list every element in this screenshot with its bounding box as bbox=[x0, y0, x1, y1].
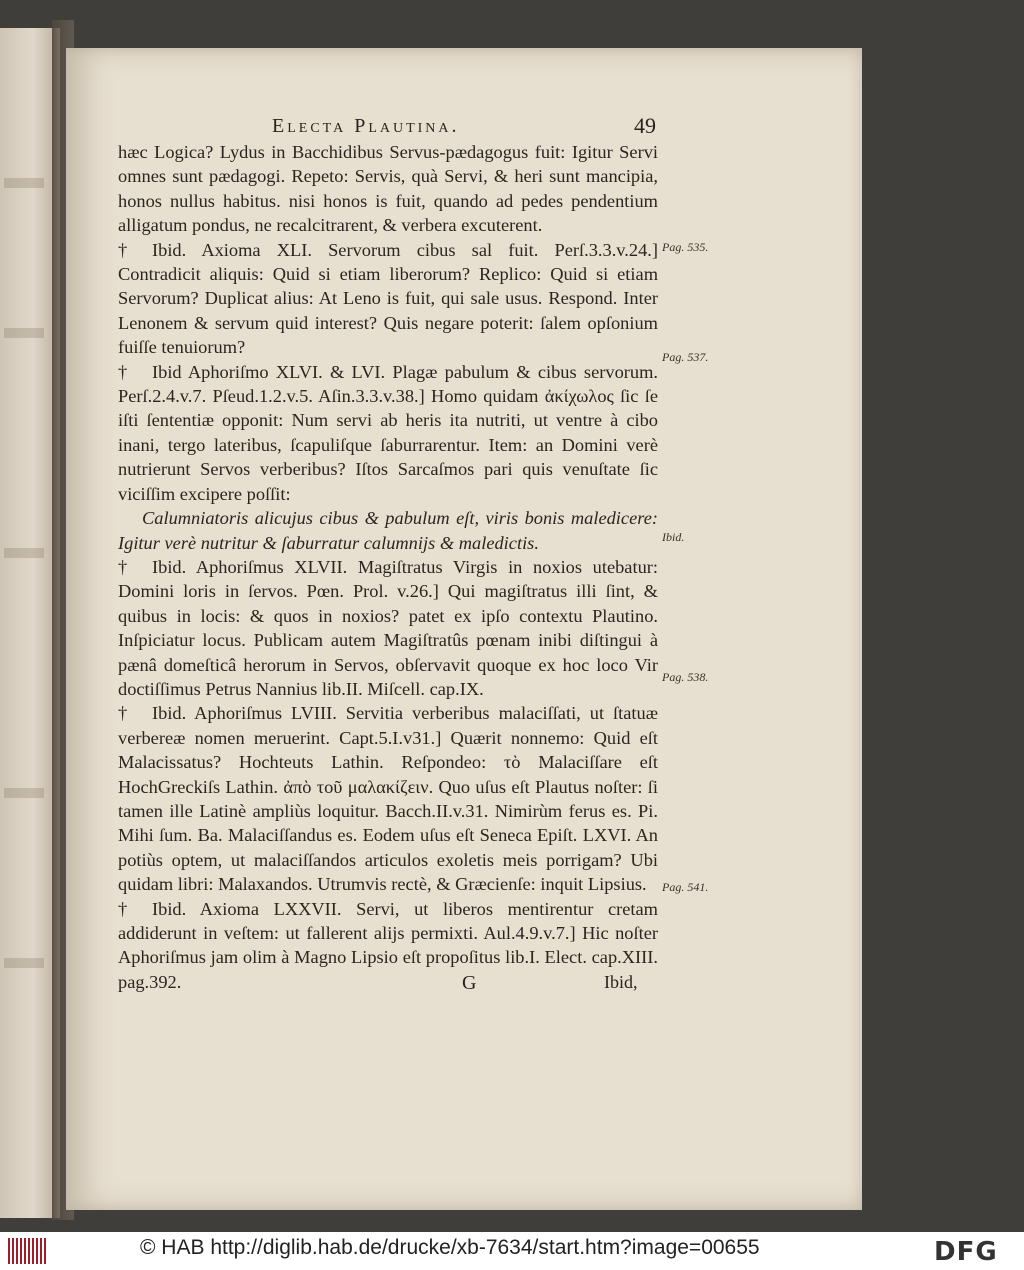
margin-note: Pag. 535. bbox=[662, 240, 709, 254]
margin-note: Pag. 537. bbox=[662, 350, 709, 364]
hab-logo-icon bbox=[8, 1238, 48, 1264]
paragraph-text: Calumniatoris alicujus cibus & pabulum eſt, viris bonis maledicere: Igitur verè nutritur & ſaburratur calumnijs & maledictis. bbox=[118, 508, 658, 553]
paragraph bbox=[118, 238, 658, 360]
dagger-mark: † bbox=[118, 703, 128, 724]
paragraph-text: Ibid. Axioma XLI. Servorum cibus sal fuit. Perſ.3.3.v.24.] Contradicit aliquis: Quid si etiam liberorum? Replico: Quid si etiam Servorum? Duplicat alius: At Leno is fuit, qui sale usus. Respond. Inter Lenonem & servum quid interest? Quis negare poterit: ſalem opſonium fuiſſe tenuiorum? bbox=[118, 239, 658, 358]
paragraph-text: Ibid. Axioma LXXVII. Servi, ut liberos mentirentur cretam addiderunt in veſtem: ut fallerent alijs permixti. Aul.4.9.v.7.] Hic noſter Aphoriſmus jam olim à Magno Lipsio eſt propoſitus lib.I. Elect. cap.XIII. pag.392. bbox=[118, 898, 658, 992]
paragraph bbox=[118, 506, 658, 555]
dagger-mark: † bbox=[118, 556, 128, 577]
margin-note: Pag. 538. bbox=[662, 670, 709, 684]
signature-mark: G bbox=[462, 972, 477, 994]
facing-page-edge bbox=[0, 28, 60, 1218]
page-number: 49 bbox=[634, 113, 656, 138]
paragraph bbox=[118, 701, 658, 896]
catchword: Ibid, bbox=[604, 972, 638, 992]
dagger-mark: † bbox=[118, 239, 128, 260]
footer-bar bbox=[0, 1232, 1024, 1270]
paragraph-text: Ibid. Aphoriſmus XLVII. Magiſtratus Virgis in noxios utebatur: Domini loris in ſervos. Pœn. Prol. v.26.] Qui magiſtratus illi ſint, & quibus in locis: & quos in noxios? patet ex ipſo contextu Plautino. Inſpiciatur locus. Publicam autem Magiſtratûs pœnam inibi diſtingui à pænâ domeſticâ herorum in Servos, obſervavit quoque ex hoc loco Vir doctiſſimus Petrus Nannius lib.II. Miſcell. cap.IX. bbox=[118, 556, 658, 699]
paragraph bbox=[118, 555, 658, 701]
dfg-logo: DFG bbox=[934, 1237, 998, 1267]
dagger-mark: † bbox=[118, 361, 128, 382]
dagger-mark: † bbox=[118, 898, 128, 919]
running-title: Electa Plautina. bbox=[272, 115, 460, 137]
copyright-url[interactable]: © HAB http://diglib.hab.de/drucke/xb-7634/start.htm?image=00655 bbox=[140, 1236, 760, 1259]
paragraph bbox=[118, 897, 658, 995]
paragraph-text: Ibid Aphoriſmo XLVI. & LVI. Plagæ pabulum & cibus servorum. Perſ.2.4.v.7. Pſeud.1.2.v.5. Aſin.3.3.v.38.] Homo quidam ἀκίχωλος ſic ſe iſti ſententiæ opponit: Num servi ab heris ita nutriti, ut ventre à cibo inani, tergo lateribus, ſcapuliſque ſaburrarentur. Item: an Domini verè nutrierunt Servos verberibus? Iſtos Sarcaſmos pari quis venuſtate ſic viciſſim excipere poſſit: bbox=[118, 361, 658, 504]
paragraph-text: Ibid. Aphoriſmus LVIII. Servitia verberibus malaciſſati, ut ſtatuæ verbereæ nomen meruerint. Capt.5.I.v31.] Quærit nonnemo: Quid eſt Malacissatus? Hochteuts Lathin. Reſpondeo: τὸ Malaciſſare eſt HochGreckiſs Lathin. ἀπὸ τοῦ μαλακίζειν. Quo uſus eſt Plautus noſter: ſi tamen ille Latinè ampliùs loquitur. Bacch.II.v.31. Nimirùm ferus es. Pi. Mihi ſum. Ba. Malaciſſandus es. Eodem uſus eſt Seneca Epiſt. LXVI. An potiùs optem, ut malaciſſandos articulos exoletis meis porrigam? Ubi quidam libri: Malaxandos. Utrumvis rectè, & Græcienſe: inquit Lipsius. bbox=[118, 703, 658, 895]
paragraph-text: hæc Logica? Lydus in Bacchidibus Servus-pædagogus fuit: Igitur Servi omnes sunt pædagogi. Repeto: Servis, quà Servi, & heri sunt mancipia, honos nullus habitus. nisi honos is fuit, quando ad pedes pendentium alligatum pondus, ne recalcitrarent, & verbera excuterent. bbox=[118, 142, 658, 236]
margin-note: Pag. 541. bbox=[662, 880, 709, 894]
paragraph bbox=[118, 360, 658, 506]
page-body bbox=[118, 140, 658, 994]
margin-note: Ibid. bbox=[662, 530, 685, 544]
paragraph bbox=[118, 140, 658, 238]
